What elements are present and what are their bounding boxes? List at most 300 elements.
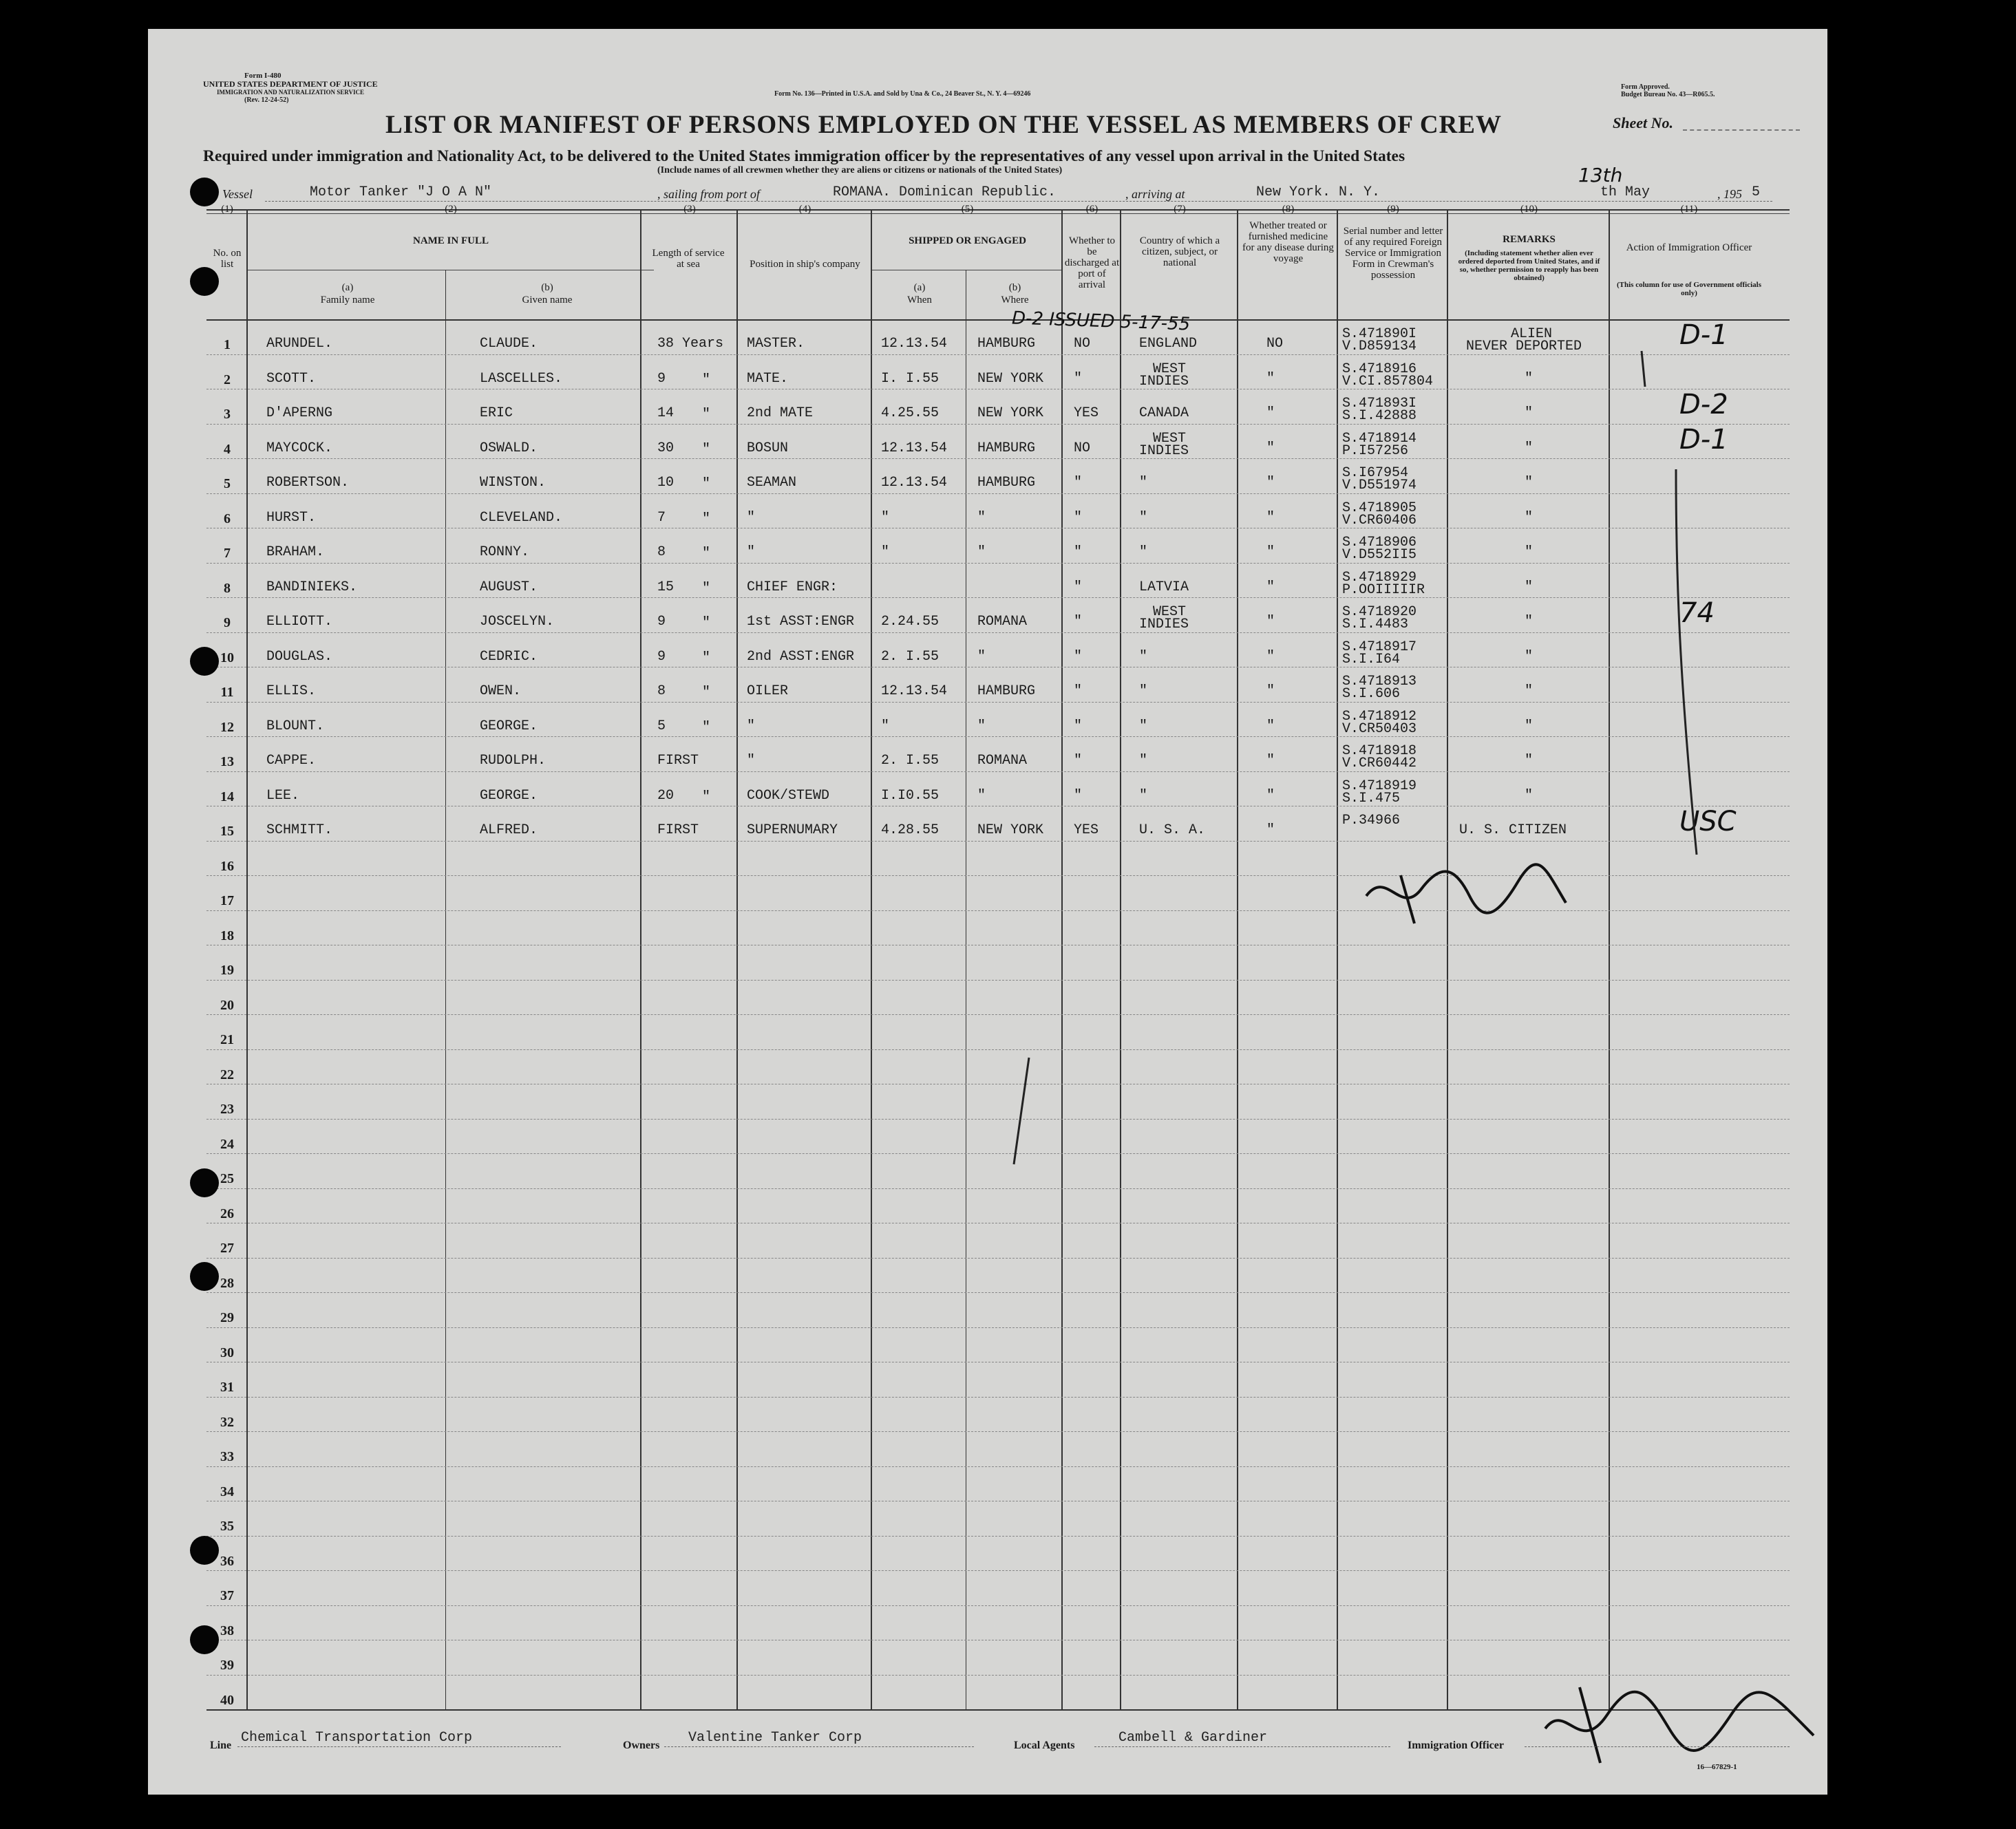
row-rule — [206, 1014, 1790, 1015]
position: " — [747, 718, 756, 734]
remark: " — [1525, 753, 1534, 769]
row-rule — [206, 736, 1790, 737]
row-rule — [206, 1605, 1790, 1606]
given-name: OWEN. — [480, 683, 522, 699]
country-line1: WEST — [1153, 604, 1187, 620]
serial-line1: S.4718905 — [1342, 500, 1417, 516]
table-row — [148, 597, 1827, 632]
position: 1st ASST:ENGR — [747, 614, 855, 630]
row-number: 36 — [220, 1553, 234, 1569]
header-treated: Whether treated or furnished medicine for any disease during voyage — [1242, 220, 1334, 264]
serial-line2: P.I57256 — [1342, 442, 1409, 459]
shipped-when: I.I0.55 — [881, 787, 940, 804]
row-rule — [206, 1049, 1790, 1050]
given-name: CEDRIC. — [480, 648, 538, 665]
vessel-name: Motor Tanker "J O A N" — [310, 184, 492, 200]
family-name: BRAHAM. — [266, 544, 325, 560]
signature-middle — [1359, 855, 1580, 937]
row-number: 8 — [224, 580, 231, 596]
header-shipped: SHIPPED OR ENGAGED — [909, 235, 1026, 246]
col-number-8: (8) — [1282, 204, 1295, 215]
serial-line1: S.4718912 — [1342, 708, 1417, 725]
discharged: " — [1074, 683, 1083, 699]
col-number-5: (5) — [961, 204, 974, 215]
budget-bureau: Budget Bureau No. 43—R065.5. — [1621, 91, 1715, 98]
action-mark: D-1 — [1679, 423, 1728, 456]
row-number: 28 — [220, 1275, 234, 1291]
discharged: " — [1074, 718, 1083, 734]
length-of-service: 7 — [657, 509, 666, 526]
remark-line2: NEVER DEPORTED — [1466, 339, 1582, 354]
family-name: SCHMITT. — [266, 822, 333, 838]
serial-line1: S.4718918 — [1342, 743, 1417, 759]
remark: " — [1525, 544, 1534, 560]
table-row — [148, 424, 1827, 459]
officer-label: Immigration Officer — [1408, 1740, 1504, 1751]
owners-label: Owners — [623, 1740, 660, 1751]
action-mark: 74 — [1679, 597, 1715, 629]
position: " — [747, 753, 756, 769]
officer-rule — [1525, 1746, 1790, 1747]
country: " — [1139, 753, 1148, 769]
given-name: CLAUDE. — [480, 336, 538, 352]
row-number: 19 — [220, 963, 234, 978]
treated: " — [1266, 683, 1275, 699]
serial-line2: V.CI.857804 — [1342, 373, 1434, 389]
serial-line2: P.OOIIIIIR — [1342, 581, 1425, 598]
row-rule — [206, 458, 1790, 459]
discharged: NO — [1074, 440, 1091, 456]
row-number: 3 — [224, 407, 231, 422]
length-unit-ditto: " — [702, 476, 711, 492]
family-name: BANDINIEKS. — [266, 579, 358, 595]
action-mark: D-1 — [1679, 319, 1728, 351]
country-line1: WEST — [1153, 430, 1187, 447]
vessel-line-rule — [265, 201, 1772, 202]
length-unit-ditto: " — [702, 407, 711, 423]
position: BOSUN — [747, 440, 789, 456]
remark: " — [1525, 370, 1534, 387]
treated: " — [1266, 718, 1275, 734]
country: " — [1139, 683, 1148, 699]
serial-line1: S.4718917 — [1342, 639, 1417, 655]
row-number: 11 — [220, 685, 234, 700]
header-when: When — [907, 295, 932, 306]
row-number: 15 — [220, 824, 234, 839]
header-discharged: Whether to be discharged at port of arrival — [1064, 235, 1120, 290]
serial-line1: S.I67954 — [1342, 465, 1409, 481]
table-row — [148, 563, 1827, 598]
shipped-where: ROMANA — [977, 753, 1028, 769]
signature-bottom — [1538, 1673, 1827, 1770]
row-number: 30 — [220, 1345, 234, 1360]
serial-line2: S.I.I64 — [1342, 651, 1401, 667]
form-approved: Form Approved. — [1621, 83, 1670, 91]
family-name: SCOTT. — [266, 370, 317, 387]
shipped-when: 12.13.54 — [881, 475, 948, 491]
header-country: Country of which a citizen, subject, or national — [1139, 235, 1220, 268]
shipped-where: " — [977, 787, 986, 804]
row-number: 23 — [220, 1102, 234, 1117]
length-of-service: 8 — [657, 544, 666, 560]
treated: " — [1266, 822, 1275, 838]
serial-line2: V.CR60406 — [1342, 512, 1417, 528]
length-unit-ditto: " — [702, 546, 711, 561]
position: 2nd ASST:ENGR — [747, 648, 855, 665]
country: U. S. A. — [1139, 822, 1206, 838]
position: COOK/STEWD — [747, 787, 830, 804]
treated: " — [1266, 753, 1275, 769]
arrival-month: th May — [1600, 184, 1651, 200]
discharged: " — [1074, 509, 1083, 526]
country: LATVIA — [1139, 579, 1189, 595]
given-name: GEORGE. — [480, 718, 538, 734]
shipped-where: " — [977, 718, 986, 734]
row-number: 20 — [220, 997, 234, 1013]
family-name: CAPPE. — [266, 753, 317, 769]
remark: " — [1525, 579, 1534, 595]
position: MATE. — [747, 370, 789, 387]
row-rule — [206, 702, 1790, 703]
row-rule — [206, 1327, 1790, 1328]
row-number: 32 — [220, 1414, 234, 1430]
length-of-service: 9 — [657, 614, 666, 630]
remark: " — [1525, 509, 1534, 526]
country-line2: INDIES — [1139, 373, 1189, 389]
shipped-when: 2. I.55 — [881, 753, 940, 769]
length-of-service: 8 — [657, 683, 666, 699]
given-name: WINSTON. — [480, 475, 547, 491]
shipped-when: 12.13.54 — [881, 683, 948, 699]
row-rule — [206, 1153, 1790, 1154]
col-number-11: (11) — [1680, 204, 1698, 215]
discharged: " — [1074, 475, 1083, 491]
punch-hole — [190, 1536, 219, 1565]
header-no-on-list: No. on list — [213, 248, 242, 270]
row-rule — [206, 354, 1790, 355]
row-rule — [206, 1431, 1790, 1432]
remark: " — [1525, 475, 1534, 491]
row-rule — [206, 1119, 1790, 1120]
table-row — [148, 632, 1827, 667]
header-action: Action of Immigration Officer — [1626, 242, 1752, 253]
position: MASTER. — [747, 336, 805, 352]
treated: " — [1266, 475, 1275, 491]
table-row — [148, 319, 1827, 354]
country: " — [1139, 648, 1148, 665]
col-number-4: (4) — [798, 204, 811, 215]
header-where-b: (b) — [1008, 282, 1021, 293]
table-row — [148, 667, 1827, 702]
col-number-6: (6) — [1085, 204, 1099, 215]
table-row — [148, 528, 1827, 563]
row-rule — [206, 597, 1790, 598]
serial-line1: S.4718916 — [1342, 361, 1417, 377]
port-of-departure: ROMANA. Dominican Republic. — [833, 184, 1057, 200]
row-number: 16 — [220, 858, 234, 874]
row-rule — [206, 632, 1790, 633]
year-prefix: , 195 — [1717, 187, 1742, 201]
length-of-service: 15 — [657, 579, 675, 595]
row-number: 6 — [224, 511, 231, 526]
treated: " — [1266, 648, 1275, 665]
country-line2: INDIES — [1139, 617, 1189, 632]
header-where: Where — [1001, 295, 1029, 306]
position: 2nd MATE — [747, 405, 814, 421]
treated: " — [1266, 509, 1275, 526]
col-number-3: (3) — [683, 204, 696, 215]
serial-line2: V.D859134 — [1342, 339, 1417, 354]
col-number-9: (9) — [1387, 204, 1399, 215]
length-unit-ditto: " — [702, 441, 711, 458]
shipped-when: 2.24.55 — [881, 614, 940, 630]
discharged: " — [1074, 579, 1083, 595]
row-number: 4 — [224, 441, 231, 457]
line-value: Chemical Transportation Corp — [241, 1730, 473, 1746]
action-mark: USC — [1679, 806, 1737, 837]
table-row — [148, 736, 1827, 771]
country: " — [1139, 787, 1148, 804]
form-code: 16—67829-1 — [1697, 1763, 1737, 1771]
row-number: 21 — [220, 1032, 234, 1047]
row-number: 9 — [224, 615, 231, 630]
length-unit-ditto: " — [702, 615, 711, 631]
serial-line2: V.CR60442 — [1342, 756, 1417, 771]
family-name: D'APERNG — [266, 405, 333, 421]
row-rule — [206, 1466, 1790, 1467]
length-of-service: 5 — [657, 718, 666, 734]
length-of-service: FIRST — [657, 753, 699, 769]
serial-line1: S.4718920 — [1342, 604, 1417, 620]
shipped-when: 2. I.55 — [881, 648, 940, 665]
length-unit-ditto: " — [702, 580, 711, 597]
serial-line1: S.4718929 — [1342, 569, 1417, 586]
length-unit-ditto: " — [702, 719, 711, 736]
row-number: 5 — [224, 476, 231, 491]
agents-value: Cambell & Gardiner — [1118, 1730, 1268, 1746]
shipped-where: NEW YORK — [977, 822, 1044, 838]
length-of-service: FIRST — [657, 822, 699, 838]
header-remarks: REMARKS — [1503, 234, 1556, 245]
serial-line2: S.I.4483 — [1342, 617, 1409, 632]
shipped-where: ROMANA — [977, 614, 1028, 630]
table-row — [148, 806, 1827, 841]
length-of-service: 14 — [657, 405, 675, 421]
given-name: JOSCELYN. — [480, 614, 555, 630]
row-number: 27 — [220, 1241, 234, 1256]
row-number: 14 — [220, 789, 234, 804]
department: UNITED STATES DEPARTMENT OF JUSTICE — [203, 79, 378, 89]
owners-value: Valentine Tanker Corp — [688, 1730, 862, 1746]
treated: " — [1266, 370, 1275, 387]
serial-line1: P.34966 — [1342, 813, 1401, 828]
header-position: Position in ship's company — [750, 259, 860, 270]
remark-line1: ALIEN — [1511, 326, 1553, 342]
given-name: CLEVELAND. — [480, 509, 563, 526]
row-number: 33 — [220, 1449, 234, 1464]
treated: " — [1266, 579, 1275, 595]
country: " — [1139, 475, 1148, 491]
row-number: 38 — [220, 1623, 234, 1638]
header-length: Length of service at sea — [652, 248, 725, 270]
line-label: Line — [210, 1740, 232, 1751]
shipped-when: 4.28.55 — [881, 822, 940, 838]
remark: " — [1525, 614, 1534, 630]
family-name: DOUGLAS. — [266, 648, 333, 665]
row-number: 37 — [220, 1588, 234, 1603]
shipped-where: HAMBURG — [977, 440, 1036, 456]
shipped-where: NEW YORK — [977, 405, 1044, 421]
serial-line2: S.I.42888 — [1342, 408, 1417, 424]
length-unit-ditto: " — [702, 685, 711, 700]
discharged: " — [1074, 614, 1083, 630]
row-rule — [206, 1292, 1790, 1293]
given-name: ALFRED. — [480, 822, 538, 838]
table-row — [148, 354, 1827, 389]
header-when-a: (a) — [913, 282, 926, 293]
length-of-service: 9 — [657, 648, 666, 665]
given-name: GEORGE. — [480, 787, 538, 804]
length-of-service: 20 — [657, 787, 675, 804]
shipped-where: " — [977, 509, 986, 526]
shipped-where: " — [977, 648, 986, 665]
country: " — [1139, 509, 1148, 526]
treated: " — [1266, 405, 1275, 421]
position: SEAMAN — [747, 475, 797, 491]
shipped-where: " — [977, 544, 986, 560]
manifest-sheet — [148, 29, 1827, 1795]
row-rule — [206, 1397, 1790, 1398]
position: CHIEF ENGR: — [747, 579, 838, 595]
row-number: 31 — [220, 1380, 234, 1395]
row-number: 40 — [220, 1692, 234, 1708]
serial-line1: S.4718919 — [1342, 778, 1417, 794]
discharged: YES — [1074, 405, 1099, 421]
col-number-2: (2) — [445, 204, 457, 215]
agents-rule — [1094, 1746, 1390, 1747]
agents-label: Local Agents — [1014, 1740, 1075, 1751]
shipped-when: " — [881, 509, 890, 526]
form-number: Form I-480 — [244, 72, 282, 80]
position: SUPERNUMARY — [747, 822, 838, 838]
pen-stroke-mark — [1008, 1054, 1036, 1171]
header-given-b: (b) — [541, 282, 553, 293]
country: " — [1139, 544, 1148, 560]
length-unit-ditto: " — [702, 650, 711, 666]
row-rule — [206, 563, 1790, 564]
length-of-service: 9 — [657, 370, 666, 387]
punch-hole — [190, 1168, 219, 1197]
remark: U. S. CITIZEN — [1459, 822, 1567, 838]
year-suffix: 5 — [1752, 184, 1761, 200]
discharged: " — [1074, 544, 1083, 560]
shipped-when: 12.13.54 — [881, 336, 948, 352]
line-rule — [237, 1746, 561, 1747]
header-name-in-full: NAME IN FULL — [412, 235, 489, 246]
include-note: (Include names of all crewmen whether they are aliens or citizens or nationals of the United States) — [657, 165, 1063, 175]
sheet-label: Sheet No. — [1613, 114, 1673, 131]
shipped-when: " — [881, 718, 890, 734]
action-mark: D-2 — [1679, 389, 1728, 420]
discharged: " — [1074, 753, 1083, 769]
header-given-name: Given name — [522, 295, 573, 306]
serial-line1: S.4718913 — [1342, 674, 1417, 689]
family-name: ARUNDEL. — [266, 336, 333, 352]
row-rule — [206, 493, 1790, 494]
sheet-no-line — [1683, 129, 1800, 131]
owners-rule — [664, 1746, 974, 1747]
remark: " — [1525, 787, 1534, 804]
row-number: 1 — [224, 337, 231, 352]
family-name: ROBERTSON. — [266, 475, 350, 491]
row-rule — [206, 841, 1790, 842]
length-of-service: 30 — [657, 440, 675, 456]
country-line1: WEST — [1153, 361, 1187, 377]
row-number: 34 — [220, 1484, 234, 1499]
shipped-where: HAMBURG — [977, 336, 1036, 352]
discharged: " — [1074, 648, 1083, 665]
row-rule — [206, 424, 1790, 425]
treated: " — [1266, 787, 1275, 804]
row-number: 22 — [220, 1067, 234, 1082]
row-number: 18 — [220, 928, 234, 943]
given-name: RUDOLPH. — [480, 753, 547, 769]
row-number: 13 — [220, 754, 234, 769]
action-bracket-drawing — [1593, 318, 1772, 882]
table-row — [148, 389, 1827, 424]
shipped-when: 12.13.54 — [881, 440, 948, 456]
shipped-when: 4.25.55 — [881, 405, 940, 421]
country: ENGLAND — [1139, 336, 1198, 352]
row-rule — [206, 771, 1790, 772]
header-action-note: (This column for use of Government officials only) — [1617, 281, 1762, 297]
family-name: LEE. — [266, 787, 300, 804]
country-line2: INDIES — [1139, 442, 1189, 459]
table-row — [148, 771, 1827, 806]
serial-line1: S.4718914 — [1342, 430, 1417, 447]
arriving-label: , arriving at — [1125, 187, 1185, 201]
row-rule — [206, 1570, 1790, 1571]
revision: (Rev. 12-24-52) — [244, 96, 289, 104]
length-of-service: 10 — [657, 475, 675, 491]
remark: " — [1525, 648, 1534, 665]
given-name: RONNY. — [480, 544, 530, 560]
issued-annotation: D-2 ISSUED 5-17-55 — [1011, 308, 1191, 335]
punch-hole — [190, 178, 219, 206]
page-title: LIST OR MANIFEST OF PERSONS EMPLOYED ON THE VESSEL AS MEMBERS OF CREW — [385, 111, 1502, 139]
serial-line2: V.D551974 — [1342, 478, 1417, 493]
family-name: ELLIOTT. — [266, 614, 333, 630]
serial-line2: V.D552II5 — [1342, 547, 1417, 563]
punch-hole — [190, 1625, 219, 1654]
family-name: BLOUNT. — [266, 718, 325, 734]
header-remarks-note: (Including statement whether alien ever ordered deported from United States, and if so, whether permission to reapply has been obtained) — [1458, 249, 1600, 282]
given-name: LASCELLES. — [480, 370, 563, 387]
table-row — [148, 458, 1827, 493]
remark: " — [1525, 440, 1534, 456]
col-number-7: (7) — [1174, 204, 1186, 215]
row-rule — [206, 1258, 1790, 1259]
shipped-when: I. I.55 — [881, 370, 940, 387]
vessel-label: Vessel — [222, 187, 253, 201]
subtitle: Required under immigration and Nationality Act, to be delivered to the United States immigration officer by the representatives of any vessel upon arrival in the United States — [203, 147, 1405, 165]
header-serial: Serial number and letter of any required Foreign Service or Immigration Form in Crewman's possession — [1343, 226, 1443, 281]
col-number-10: (10) — [1520, 204, 1538, 215]
treated: " — [1266, 614, 1275, 630]
serial-line2: S.I.475 — [1342, 790, 1401, 806]
given-name: ERIC — [480, 405, 513, 421]
header-family-a: (a) — [341, 282, 354, 293]
